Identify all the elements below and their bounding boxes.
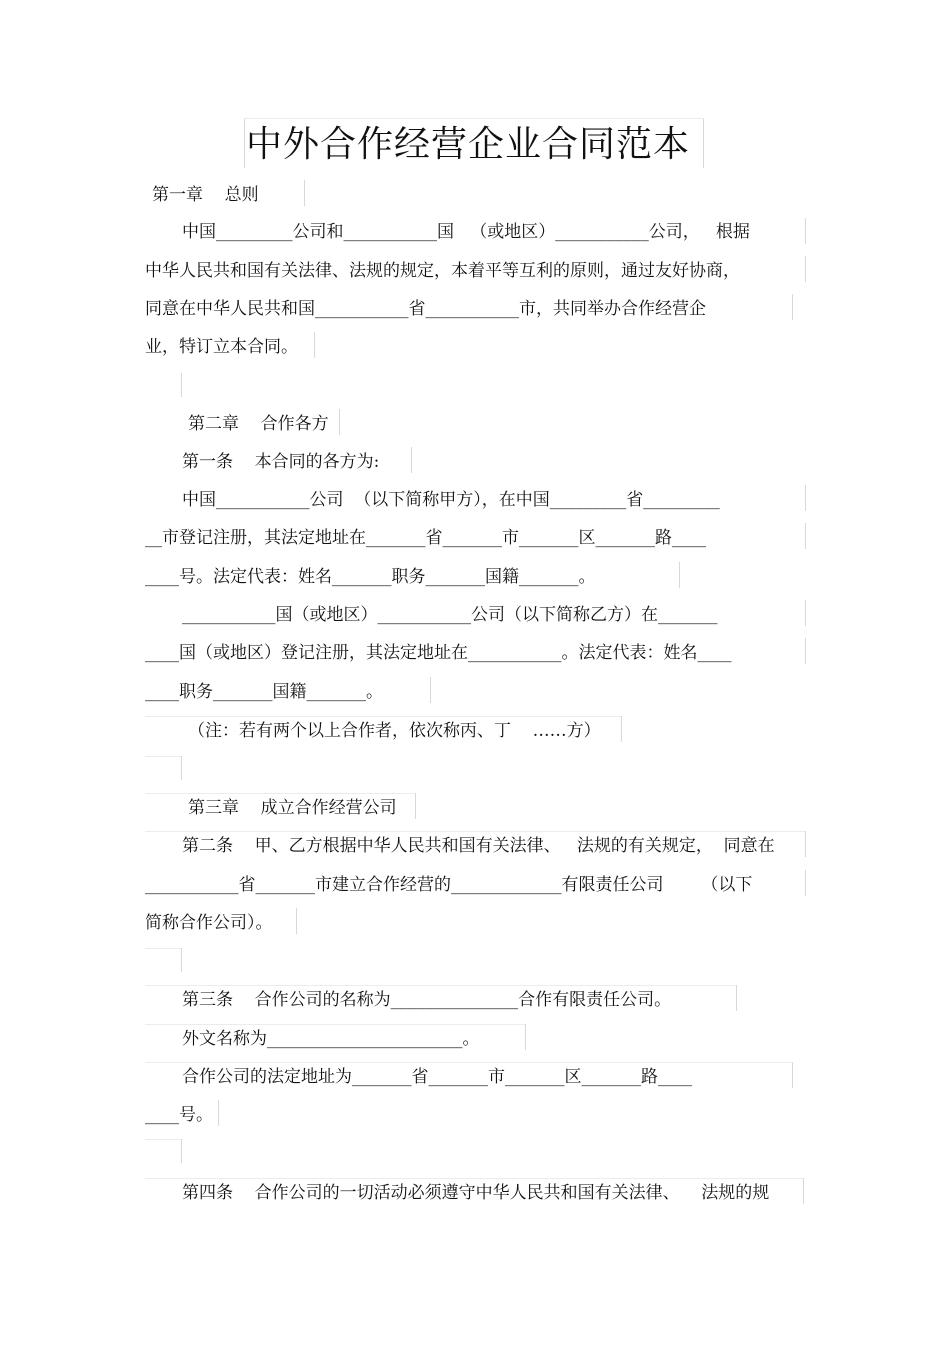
article-2-line: 第二条 甲、乙方根据中华人民共和国有关法律、 法规的有关规定， 同意在	[182, 836, 775, 856]
line-rule	[304, 180, 305, 206]
blank-line-top-rule	[145, 948, 181, 949]
heading-top-rule	[145, 793, 415, 794]
paragraph-line: ____职务_______国籍_______。	[145, 682, 383, 702]
article-4-line: 第四条 合作公司的一切活动必须遵守中华人民共和国有关法律、 法规的规	[182, 1183, 770, 1203]
line-rule	[805, 218, 806, 244]
title-top-rule	[244, 118, 704, 119]
line-rule	[430, 677, 431, 703]
article-1-heading: 第一条 本合同的各方为:	[182, 452, 380, 472]
title-left-rule	[244, 118, 245, 168]
article-3-line: 第三条 合作公司的名称为_______________合作有限责任公司。	[182, 990, 672, 1010]
blank-line-rule	[181, 948, 182, 972]
paragraph-top-rule	[145, 831, 805, 832]
paragraph-top-rule	[145, 985, 736, 986]
line-rule	[805, 485, 806, 511]
paragraph-line: ___________省_______市建立合作经营的_____________有限责任公司 （以下	[145, 875, 753, 895]
line-rule	[411, 447, 412, 473]
line-rule	[805, 638, 806, 664]
line-rule	[792, 294, 793, 320]
line-rule	[805, 600, 806, 626]
line-rule	[415, 793, 416, 819]
line-rule	[218, 1100, 219, 1126]
paragraph-line: __市登记注册，其法定地址在_______省_______市_______区_______路____	[145, 528, 706, 548]
chapter-1-heading: 第一章 总则	[152, 185, 259, 205]
line-rule	[805, 831, 806, 857]
paragraph-line: ____国（或地区）登记注册，其法定地址在___________。法定代表：姓名____	[145, 643, 732, 663]
line-rule	[339, 409, 340, 435]
paragraph-line: 中国___________公司 （以下简称甲方），在中国_________省_________	[182, 490, 720, 510]
line-rule	[621, 716, 622, 742]
line-rule	[805, 523, 806, 549]
title-right-rule	[703, 118, 704, 168]
paragraph-line: ____号。	[145, 1105, 213, 1125]
paragraph-line: ____号。法定代表：姓名_______职务_______国籍_______。	[145, 567, 596, 587]
line-rule	[803, 1178, 804, 1204]
paragraph-line: 中华人民共和国有关法律、法规的规定，本着平等互利的原则，通过友好协商，	[145, 261, 740, 281]
paragraph-line: 同意在中华人民共和国___________省___________市，共同举办合作经营企	[145, 299, 706, 319]
note-line: （注：若有两个以上合作者，依次称丙、丁 ……方）	[188, 721, 601, 741]
line-rule	[525, 1024, 526, 1050]
line-rule	[805, 256, 806, 282]
paragraph-line: 中国_________公司和___________国 （或地区）___________公司， 根据	[182, 222, 750, 242]
blank-line-rule	[181, 1139, 182, 1163]
note-top-rule	[145, 716, 621, 717]
paragraph-top-rule	[145, 1178, 803, 1179]
line-rule	[792, 1062, 793, 1088]
line-rule	[805, 870, 806, 896]
paragraph-line: 简称合作公司）。	[145, 913, 273, 933]
blank-line-top-rule	[145, 1139, 181, 1140]
line-rule	[679, 562, 680, 588]
chapter-2-heading: 第二章 合作各方	[188, 414, 329, 434]
paragraph-line: 业，特订立本合同。	[145, 337, 298, 357]
blank-line-rule	[181, 756, 182, 780]
line-rule	[736, 985, 737, 1011]
paragraph-line: ___________国（或地区）___________公司（以下简称乙方）在_______	[182, 605, 718, 625]
document-title: 中外合作经营企业合同范本	[246, 124, 691, 165]
paragraph-line: 合作公司的法定地址为_______省_______市_______区_______路____	[182, 1067, 692, 1087]
line-rule	[314, 332, 315, 358]
blank-line-rule	[181, 373, 182, 397]
chapter-3-heading: 第三章 成立合作经营公司	[188, 798, 397, 818]
paragraph-line: 外文名称为_______________________。	[182, 1029, 480, 1049]
paragraph-top-rule	[145, 1024, 525, 1025]
line-rule	[296, 908, 297, 934]
blank-line-top-rule	[145, 756, 181, 757]
paragraph-top-rule	[145, 1062, 792, 1063]
